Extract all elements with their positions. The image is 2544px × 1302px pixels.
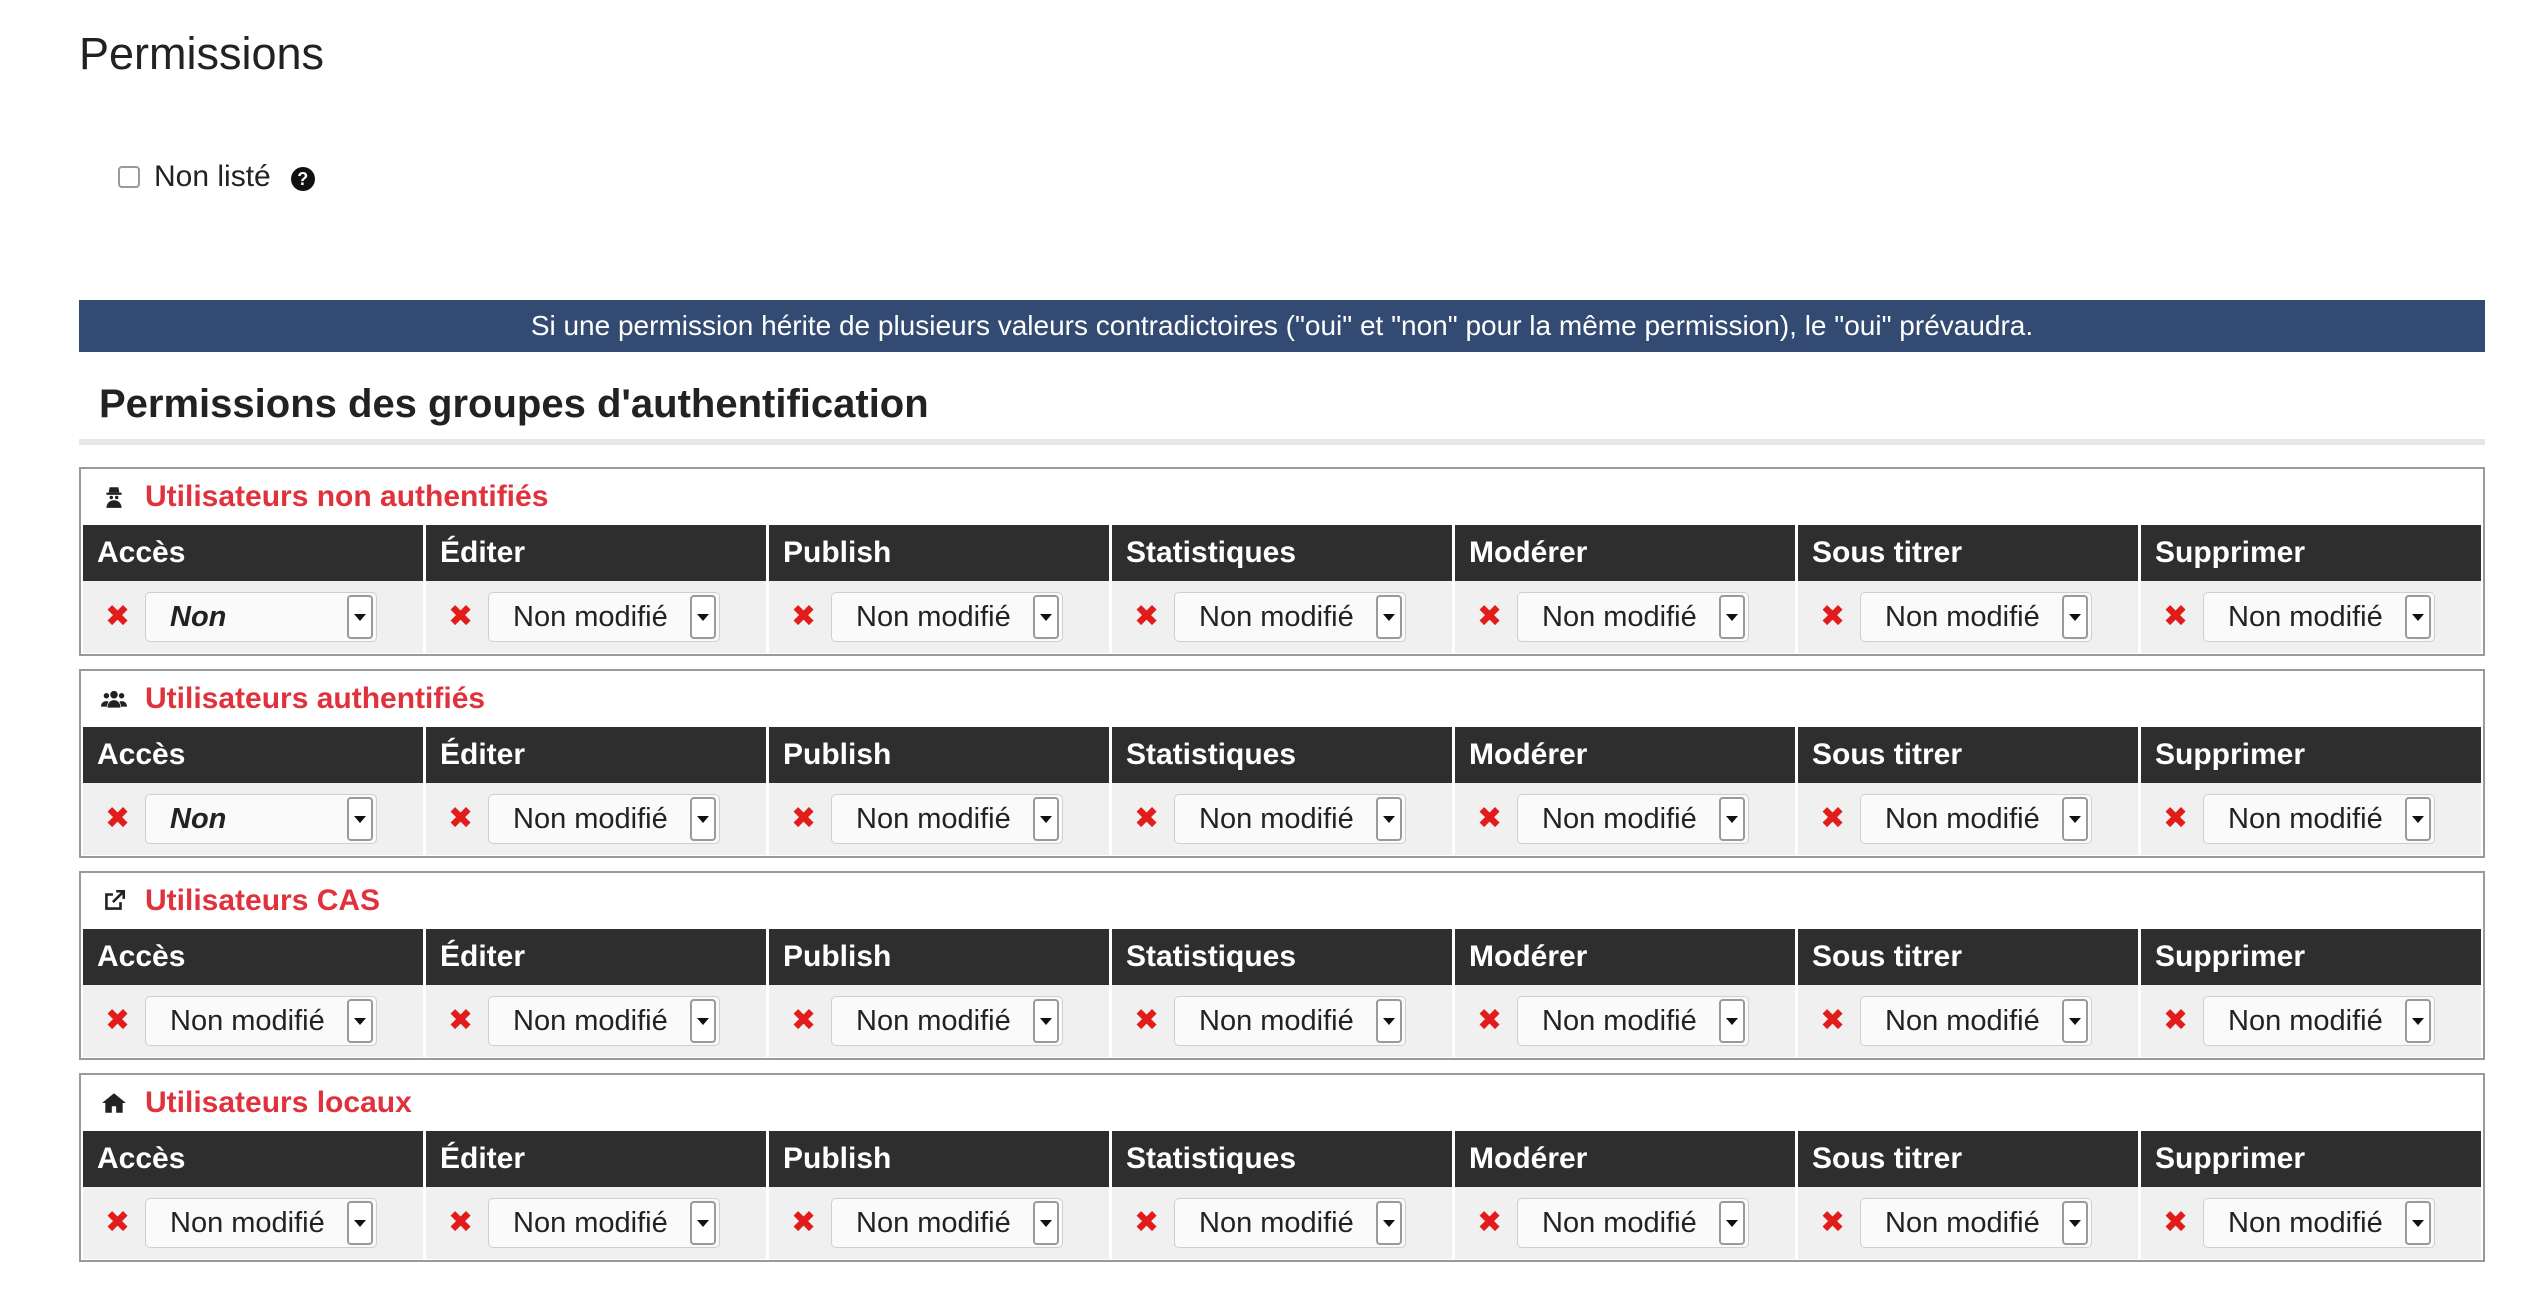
chevron-down-icon[interactable] <box>690 797 716 841</box>
deny-x-icon: ✖ <box>1820 1206 1846 1239</box>
permission-select-value: Non modifié <box>1885 600 2040 633</box>
chevron-down-icon[interactable] <box>1719 1201 1745 1245</box>
permission-cell-statistiques <box>1112 1187 1455 1259</box>
deny-x-icon: ✖ <box>2163 600 2189 633</box>
permission-cell-editer <box>426 581 769 653</box>
chevron-down-icon[interactable] <box>2405 1201 2431 1245</box>
permission-select[interactable] <box>488 592 720 642</box>
info-banner-text: Si une permission hérite de plusieurs valeurs contradictoires ("oui" et "non" pour la même permission), le "oui" prévaudra. <box>530 310 2034 341</box>
permission-select[interactable] <box>2203 1198 2435 1248</box>
permission-cell-publish <box>769 783 1112 855</box>
permission-cell-editer <box>426 985 769 1057</box>
permission-select[interactable] <box>1174 592 1406 642</box>
deny-x-icon: ✖ <box>791 1206 817 1239</box>
permission-select-value: Non modifié <box>856 1004 1011 1037</box>
deny-x-icon: ✖ <box>1820 802 1846 835</box>
permission-select[interactable] <box>2203 794 2435 844</box>
permission-select-value: Non modifié <box>856 802 1011 835</box>
permission-select[interactable] <box>1517 996 1749 1046</box>
deny-x-icon: ✖ <box>448 1004 474 1037</box>
column-header-sous-titrer: Sous titrer <box>1798 1131 2141 1187</box>
column-header-acces: Accès <box>83 727 426 783</box>
deny-x-icon: ✖ <box>1134 600 1160 633</box>
permission-select[interactable] <box>145 592 377 642</box>
column-header-supprimer: Supprimer <box>2155 536 2306 569</box>
deny-x-icon: ✖ <box>448 600 474 633</box>
permission-cell-moderer <box>1455 1187 1798 1259</box>
info-banner <box>79 300 2485 352</box>
column-header-moderer: Modérer <box>1455 727 1798 783</box>
users-icon <box>101 686 127 712</box>
permission-cell-supprimer <box>2141 783 2481 855</box>
permission-cell-acces <box>83 985 426 1057</box>
permission-group-utilisateurs-authentifies <box>79 669 2485 858</box>
group-name: Utilisateurs CAS <box>145 884 381 917</box>
deny-x-icon: ✖ <box>105 1004 131 1037</box>
permission-select-value: Non modifié <box>170 1004 325 1037</box>
permission-select[interactable] <box>145 794 377 844</box>
group-name: Utilisateurs authentifiés <box>145 682 486 715</box>
permission-select-value: Non modifié <box>513 1206 668 1239</box>
permission-cell-publish <box>769 1187 1112 1259</box>
external-link-icon <box>101 888 127 914</box>
permission-select[interactable] <box>1517 592 1749 642</box>
deny-x-icon: ✖ <box>105 600 131 633</box>
permission-select-value: Non modifié <box>2228 802 2383 835</box>
chevron-down-icon[interactable] <box>1719 797 1745 841</box>
chevron-down-icon[interactable] <box>2405 999 2431 1043</box>
permission-cell-acces <box>83 581 426 653</box>
deny-x-icon: ✖ <box>1820 1004 1846 1037</box>
column-header-statistiques: Statistiques <box>1112 929 1455 985</box>
chevron-down-icon[interactable] <box>1376 595 1402 639</box>
permission-cell-statistiques <box>1112 985 1455 1057</box>
permission-select-value: Non <box>170 802 227 835</box>
permission-select[interactable] <box>1860 592 2092 642</box>
permission-select-value: Non modifié <box>1885 1206 2040 1239</box>
permission-cell-supprimer <box>2141 581 2481 653</box>
permission-row <box>83 581 2481 653</box>
permission-select[interactable] <box>831 1198 1063 1248</box>
permission-cell-moderer <box>1455 985 1798 1057</box>
column-header-acces: Accès <box>83 929 426 985</box>
permission-select[interactable] <box>488 794 720 844</box>
permission-cell-sous-titrer <box>1798 783 2141 855</box>
permission-select-value: Non modifié <box>2228 600 2383 633</box>
permission-select-value: Non modifié <box>513 802 668 835</box>
permission-select[interactable] <box>1174 794 1406 844</box>
deny-x-icon: ✖ <box>1477 1206 1503 1239</box>
chevron-down-icon[interactable] <box>2062 1201 2088 1245</box>
chevron-down-icon[interactable] <box>1033 797 1059 841</box>
column-header-editer: Éditer <box>426 1131 769 1187</box>
permission-cell-editer <box>426 783 769 855</box>
permission-header-row <box>83 1131 2481 1187</box>
permission-select[interactable] <box>1517 794 1749 844</box>
column-header-supprimer: Supprimer <box>2155 1142 2306 1175</box>
group-name: Utilisateurs locaux <box>145 1086 412 1119</box>
permission-cell-sous-titrer <box>1798 581 2141 653</box>
permission-groups <box>79 467 2485 1275</box>
unlisted-checkbox[interactable] <box>118 166 140 188</box>
chevron-down-icon[interactable] <box>347 1201 373 1245</box>
column-header-sous-titrer: Sous titrer <box>1798 929 2141 985</box>
group-header <box>81 1075 2483 1131</box>
section-title: Permissions des groupes d'authentification <box>99 382 929 426</box>
chevron-down-icon[interactable] <box>1033 595 1059 639</box>
permission-select[interactable] <box>145 996 377 1046</box>
unlisted-label: Non listé <box>154 160 271 193</box>
column-header-statistiques: Statistiques <box>1112 727 1455 783</box>
permission-cell-moderer <box>1455 581 1798 653</box>
unlisted-option[interactable] <box>118 160 315 194</box>
deny-x-icon: ✖ <box>1477 802 1503 835</box>
permission-select-value: Non modifié <box>856 1206 1011 1239</box>
column-header-statistiques: Statistiques <box>1112 525 1455 581</box>
column-header-moderer: Modérer <box>1455 1131 1798 1187</box>
permission-select[interactable] <box>1174 1198 1406 1248</box>
deny-x-icon: ✖ <box>105 802 131 835</box>
column-header-acces: Accès <box>83 1131 426 1187</box>
permission-select-value: Non modifié <box>513 1004 668 1037</box>
chevron-down-icon[interactable] <box>347 797 373 841</box>
permission-select-value: Non modifié <box>1885 802 2040 835</box>
permission-group-utilisateurs-locaux <box>79 1073 2485 1262</box>
chevron-down-icon[interactable] <box>2405 595 2431 639</box>
permission-select-value: Non modifié <box>1199 600 1354 633</box>
chevron-down-icon[interactable] <box>690 999 716 1043</box>
chevron-down-icon[interactable] <box>690 1201 716 1245</box>
deny-x-icon: ✖ <box>791 600 817 633</box>
permission-cell-editer <box>426 1187 769 1259</box>
column-header-moderer: Modérer <box>1455 525 1798 581</box>
page-title: Permissions <box>79 28 325 79</box>
chevron-down-icon[interactable] <box>690 595 716 639</box>
column-header-editer: Éditer <box>426 929 769 985</box>
permission-select-value: Non <box>170 600 227 633</box>
permission-select[interactable] <box>831 996 1063 1046</box>
permission-select-value: Non modifié <box>1199 1004 1354 1037</box>
deny-x-icon: ✖ <box>1477 600 1503 633</box>
deny-x-icon: ✖ <box>448 802 474 835</box>
permission-select-value: Non modifié <box>1542 600 1697 633</box>
permission-group-utilisateurs-cas <box>79 871 2485 1060</box>
permission-cell-supprimer <box>2141 1187 2481 1259</box>
permission-group-utilisateurs-non-authentifies <box>79 467 2485 656</box>
chevron-down-icon[interactable] <box>1376 797 1402 841</box>
permission-header-row <box>83 929 2481 985</box>
chevron-down-icon[interactable] <box>2062 999 2088 1043</box>
permission-row <box>83 985 2481 1057</box>
chevron-down-icon[interactable] <box>1719 595 1745 639</box>
permission-header-row <box>83 727 2481 783</box>
deny-x-icon: ✖ <box>1134 1206 1160 1239</box>
column-header-sous-titrer: Sous titrer <box>1798 727 2141 783</box>
column-header-statistiques: Statistiques <box>1112 1131 1455 1187</box>
chevron-down-icon[interactable] <box>1033 999 1059 1043</box>
permission-select-value: Non modifié <box>1542 802 1697 835</box>
permission-select-value: Non modifié <box>1885 1004 2040 1037</box>
chevron-down-icon[interactable] <box>2062 595 2088 639</box>
permission-select-value: Non modifié <box>1199 802 1354 835</box>
permission-cell-sous-titrer <box>1798 1187 2141 1259</box>
permission-cell-moderer <box>1455 783 1798 855</box>
deny-x-icon: ✖ <box>2163 1206 2189 1239</box>
user-secret-icon <box>101 484 127 510</box>
permission-select-value: Non modifié <box>2228 1206 2383 1239</box>
column-header-editer: Éditer <box>426 525 769 581</box>
permission-cell-supprimer <box>2141 985 2481 1057</box>
chevron-down-icon[interactable] <box>1376 999 1402 1043</box>
permission-select[interactable] <box>1860 996 2092 1046</box>
permission-select-value: Non modifié <box>170 1206 325 1239</box>
deny-x-icon: ✖ <box>2163 802 2189 835</box>
column-header-publish: Publish <box>769 727 1112 783</box>
permission-select[interactable] <box>1860 1198 2092 1248</box>
home-icon <box>101 1090 127 1116</box>
help-icon[interactable]: ? <box>291 167 315 191</box>
deny-x-icon: ✖ <box>1134 802 1160 835</box>
group-header <box>81 671 2483 727</box>
column-header-publish: Publish <box>769 929 1112 985</box>
deny-x-icon: ✖ <box>1134 1004 1160 1037</box>
chevron-down-icon[interactable] <box>2062 797 2088 841</box>
permission-cell-acces <box>83 783 426 855</box>
permission-select-value: Non modifié <box>856 600 1011 633</box>
permission-select-value: Non modifié <box>513 600 668 633</box>
permission-select-value: Non modifié <box>1542 1004 1697 1037</box>
permission-row <box>83 1187 2481 1259</box>
permission-select-value: Non modifié <box>2228 1004 2383 1037</box>
chevron-down-icon[interactable] <box>1033 1201 1059 1245</box>
permission-select[interactable] <box>488 1198 720 1248</box>
permission-header-row <box>83 525 2481 581</box>
permission-cell-sous-titrer <box>1798 985 2141 1057</box>
permission-select[interactable] <box>1860 794 2092 844</box>
permission-select[interactable] <box>145 1198 377 1248</box>
deny-x-icon: ✖ <box>791 1004 817 1037</box>
chevron-down-icon[interactable] <box>1719 999 1745 1043</box>
group-header <box>81 873 2483 929</box>
deny-x-icon: ✖ <box>1820 600 1846 633</box>
permission-select[interactable] <box>488 996 720 1046</box>
permission-row <box>83 783 2481 855</box>
deny-x-icon: ✖ <box>448 1206 474 1239</box>
permission-select[interactable] <box>831 794 1063 844</box>
deny-x-icon: ✖ <box>105 1206 131 1239</box>
permission-select[interactable] <box>831 592 1063 642</box>
column-header-supprimer: Supprimer <box>2155 738 2306 771</box>
section-divider <box>79 439 2485 445</box>
group-name: Utilisateurs non authentifiés <box>145 480 549 513</box>
column-header-moderer: Modérer <box>1455 929 1798 985</box>
permission-select-value: Non modifié <box>1542 1206 1697 1239</box>
permission-cell-statistiques <box>1112 783 1455 855</box>
permission-cell-statistiques <box>1112 581 1455 653</box>
column-header-supprimer: Supprimer <box>2155 940 2306 973</box>
group-header <box>81 469 2483 525</box>
permission-select[interactable] <box>1174 996 1406 1046</box>
permission-cell-publish <box>769 581 1112 653</box>
column-header-publish: Publish <box>769 525 1112 581</box>
permission-select[interactable] <box>2203 592 2435 642</box>
permission-cell-acces <box>83 1187 426 1259</box>
column-header-sous-titrer: Sous titrer <box>1798 525 2141 581</box>
permission-select[interactable] <box>1517 1198 1749 1248</box>
chevron-down-icon[interactable] <box>347 999 373 1043</box>
column-header-publish: Publish <box>769 1131 1112 1187</box>
chevron-down-icon[interactable] <box>347 595 373 639</box>
deny-x-icon: ✖ <box>2163 1004 2189 1037</box>
permission-cell-publish <box>769 985 1112 1057</box>
chevron-down-icon[interactable] <box>1376 1201 1402 1245</box>
column-header-editer: Éditer <box>426 727 769 783</box>
permission-select-value: Non modifié <box>1199 1206 1354 1239</box>
column-header-acces: Accès <box>83 525 426 581</box>
deny-x-icon: ✖ <box>1477 1004 1503 1037</box>
chevron-down-icon[interactable] <box>2405 797 2431 841</box>
permission-select[interactable] <box>2203 996 2435 1046</box>
deny-x-icon: ✖ <box>791 802 817 835</box>
